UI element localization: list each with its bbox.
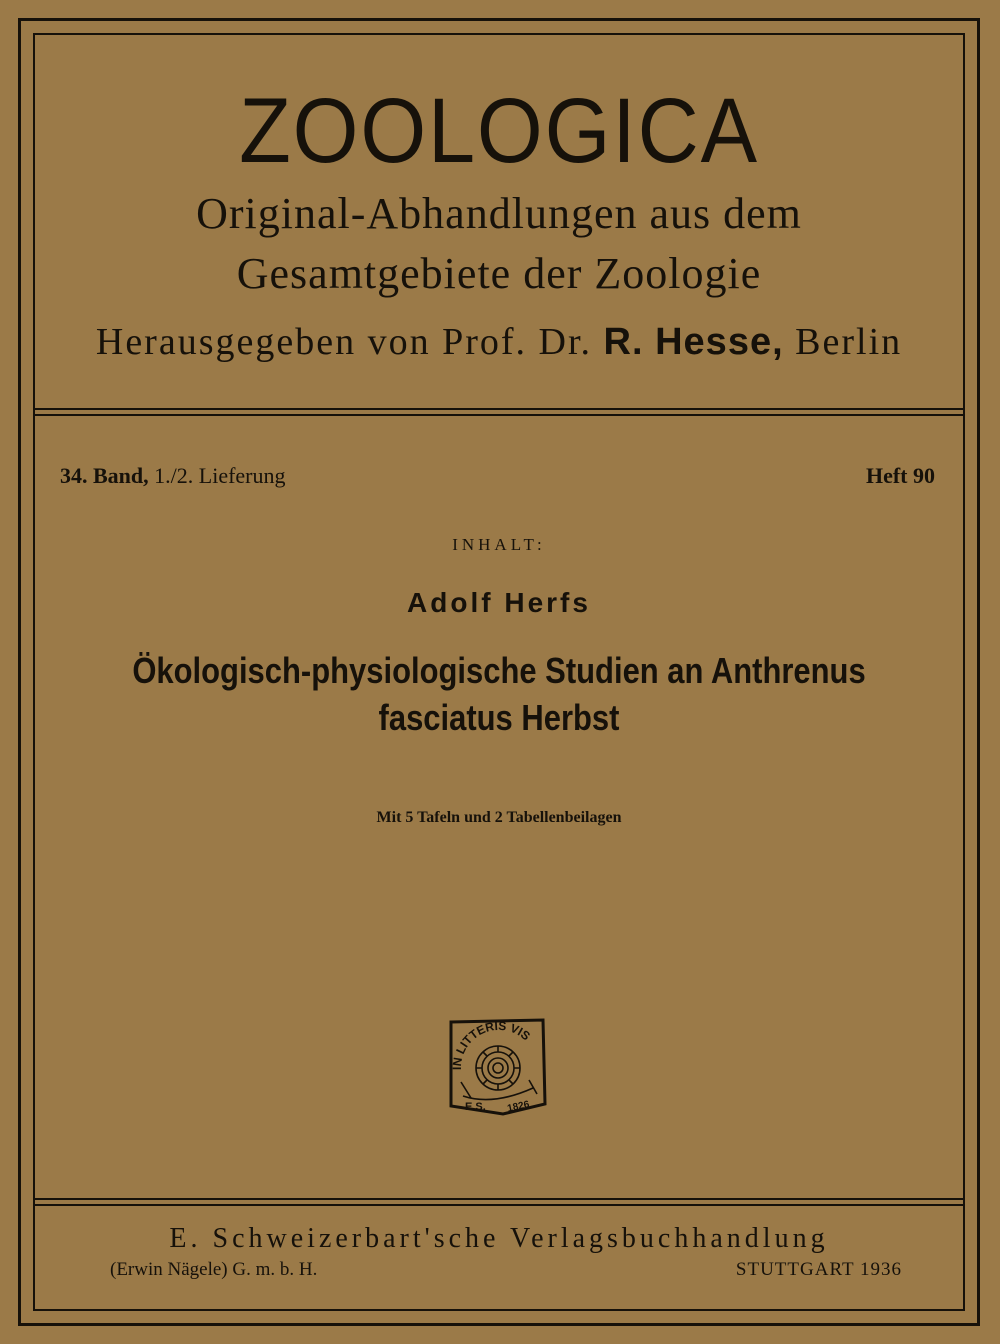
editor-name: R. Hesse, (603, 321, 784, 363)
author-name: Adolf Herfs (407, 587, 591, 618)
editor-prefix: Herausgegeben von Prof. Dr. (95, 321, 593, 363)
volume-info (60, 462, 286, 490)
plates-note: Mit 5 Tafeln und 2 Tabellenbeilagen (376, 809, 622, 826)
editor-line (35, 318, 963, 366)
publisher-city-year: STUTTGART 1936 (735, 1259, 902, 1280)
delivery-number: 1./2. Lieferung (154, 463, 286, 488)
footer-divider (35, 1198, 963, 1206)
issue-number: Heft 90 (865, 463, 935, 488)
seal-motto: IN LITTERIS VIS (449, 1018, 533, 1071)
header-divider (35, 408, 963, 416)
publisher-name: E. Schweizerbart'sche Verlagsbuchhandlung (169, 1223, 829, 1254)
editor-city: Berlin (795, 321, 903, 363)
contents-label: INHALT: (452, 535, 546, 554)
work-title-line1: Ökologisch-physiologische Studien an Anthrenus (132, 650, 866, 691)
volume-number: 34. Band, (60, 463, 149, 488)
seal-initials: E.S. (465, 1101, 486, 1113)
publisher-seal-logo (443, 1010, 553, 1120)
work-title-line2: fasciatus Herbst (378, 697, 620, 738)
svg-text:IN LITTERIS VIS (450, 1019, 533, 1070)
journal-subtitle-line2: Gesamtgebiete der Zoologie (236, 249, 762, 298)
journal-subtitle-line1: Original-Abhandlungen aus dem (196, 189, 802, 238)
journal-title: ZOOLOGICA (239, 80, 759, 182)
seal-year: 1826 (506, 1099, 531, 1115)
publisher-company: (Erwin Nägele) G. m. b. H. (110, 1259, 318, 1280)
